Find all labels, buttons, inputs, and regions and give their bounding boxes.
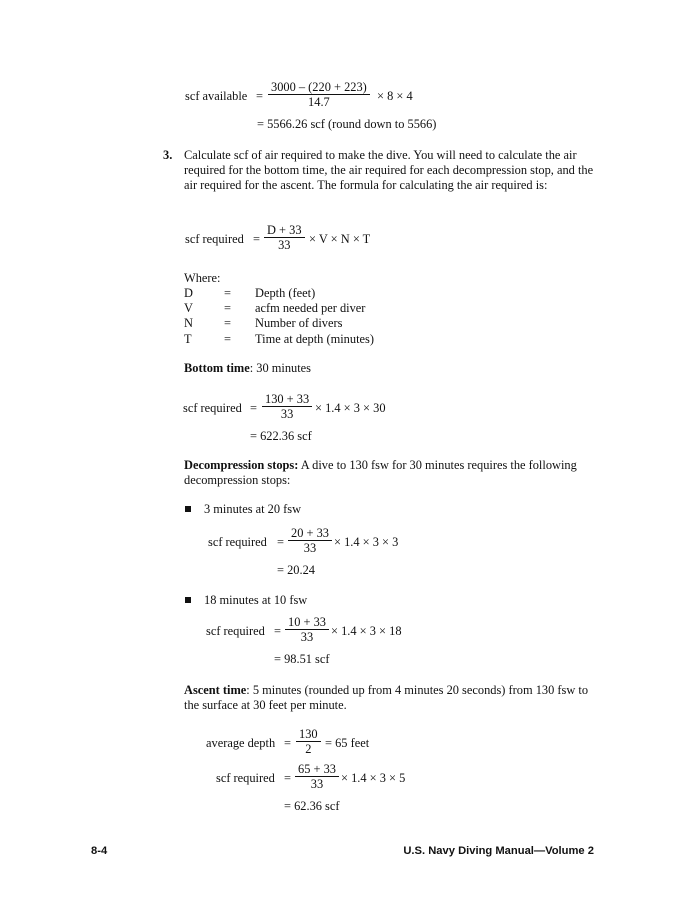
bottom-time-heading [184, 361, 311, 376]
variable-row [184, 316, 374, 331]
equation-lhs: scf available [185, 89, 248, 103]
fraction-numerator: 20 + 33 [288, 527, 332, 541]
bottom-time-label: Bottom time [184, 361, 250, 375]
step-3-text: Calculate scf of air required to make the dive. You will need to calculate the air required for the bottom time, the air required for each decompression stop, and the air required for the ascent. The formula for calculating the air required is: [184, 148, 594, 193]
fraction-denominator: 2 [305, 742, 312, 756]
ascent-label: Ascent time [184, 683, 247, 697]
equals-sign: = [284, 736, 291, 750]
equation-result: = 20.24 [277, 563, 315, 577]
equation-tail: × 1.4 × 3 × 3 [334, 535, 399, 549]
equation-result: = 62.36 scf [284, 799, 340, 813]
equals-sign: = [250, 401, 257, 415]
equation-tail: = 65 feet [325, 736, 370, 750]
fraction-denominator: 14.7 [308, 95, 330, 109]
variable-equals: = [224, 286, 231, 300]
equals-sign: = [256, 89, 263, 103]
equation-tail: × 8 × 4 [377, 89, 413, 103]
equation-tail: × 1.4 × 3 × 5 [341, 771, 406, 785]
stop-2-label: 18 minutes at 10 fsw [204, 593, 308, 607]
fraction [295, 763, 339, 792]
fraction-numerator: D + 33 [264, 224, 305, 238]
decompression-label: Decompression stops: [184, 458, 299, 472]
equation-lhs: scf required [208, 535, 267, 549]
fraction-numerator: 10 + 33 [285, 616, 329, 630]
equation-lhs: scf required [216, 771, 275, 785]
equation-lhs: average depth [206, 736, 276, 750]
equals-sign: = [274, 624, 281, 638]
fraction [296, 728, 321, 757]
fraction-numerator: 3000 – (220 + 223) [268, 81, 370, 95]
bullet-icon [185, 597, 191, 603]
equation-lhs: scf required [206, 624, 265, 638]
equation-tail: × 1.4 × 3 × 30 [315, 401, 386, 415]
variable-definitions [184, 286, 374, 347]
variable-symbol: V [184, 301, 193, 316]
variable-description: Depth (feet) [255, 286, 316, 300]
fraction-denominator: 33 [280, 407, 294, 421]
fraction [288, 527, 332, 556]
variable-description: Number of divers [255, 316, 343, 331]
stop-1-label: 3 minutes at 20 fsw [204, 502, 302, 516]
variable-row [184, 301, 374, 316]
equation-lhs: scf required [185, 232, 244, 246]
variable-equals: = [224, 331, 231, 346]
fraction-numerator: 130 [296, 728, 321, 742]
page-number: 8-4 [91, 845, 108, 857]
fraction-numerator: 65 + 33 [295, 763, 339, 777]
variable-symbol: N [184, 316, 193, 331]
fraction [262, 393, 312, 422]
equation-result: = 98.51 scf [274, 652, 330, 666]
variable-equals: = [224, 316, 231, 331]
equation-result: = 622.36 scf [250, 429, 312, 443]
equation-tail: × 1.4 × 3 × 18 [331, 624, 402, 638]
equation-tail: × V × N × T [309, 232, 371, 246]
variable-description: Time at depth (minutes) [255, 331, 374, 346]
variable-row [184, 286, 374, 301]
ascent-text: : 5 minutes (rounded up from 4 minutes 20 seconds) from 130 fsw to the surface at 30 feet per minute. [184, 683, 589, 713]
manual-title: U.S. Navy Diving Manual—Volume 2 [403, 845, 594, 857]
fraction-denominator: 33 [303, 541, 317, 555]
fraction-denominator: 33 [310, 777, 324, 791]
fraction-denominator: 33 [300, 630, 314, 644]
bullet-icon [185, 506, 191, 512]
decompression-paragraph [184, 458, 596, 488]
bottom-time-text: : 30 minutes [249, 361, 311, 375]
variable-equals: = [224, 301, 231, 316]
fraction [285, 616, 329, 645]
variable-symbol: D [184, 286, 193, 300]
decompression-text: A dive to 130 fsw for 30 minutes requires the following decompression stops: [184, 458, 577, 488]
step-number: 3. [163, 148, 173, 162]
where-label: Where: [184, 271, 221, 285]
variable-description: acfm needed per diver [255, 301, 366, 316]
variable-symbol: T [184, 331, 192, 346]
variable-row [184, 332, 374, 347]
equals-sign: = [277, 535, 284, 549]
equals-sign: = [253, 232, 260, 246]
equals-sign: = [284, 771, 291, 785]
fraction [268, 81, 370, 110]
equation-result: = 5566.26 scf (round down to 5566) [257, 117, 437, 131]
fraction-denominator: 33 [278, 238, 291, 252]
equation-lhs: scf required [183, 401, 242, 415]
fraction-numerator: 130 + 33 [262, 393, 312, 407]
fraction [264, 224, 305, 253]
ascent-paragraph [184, 683, 596, 713]
